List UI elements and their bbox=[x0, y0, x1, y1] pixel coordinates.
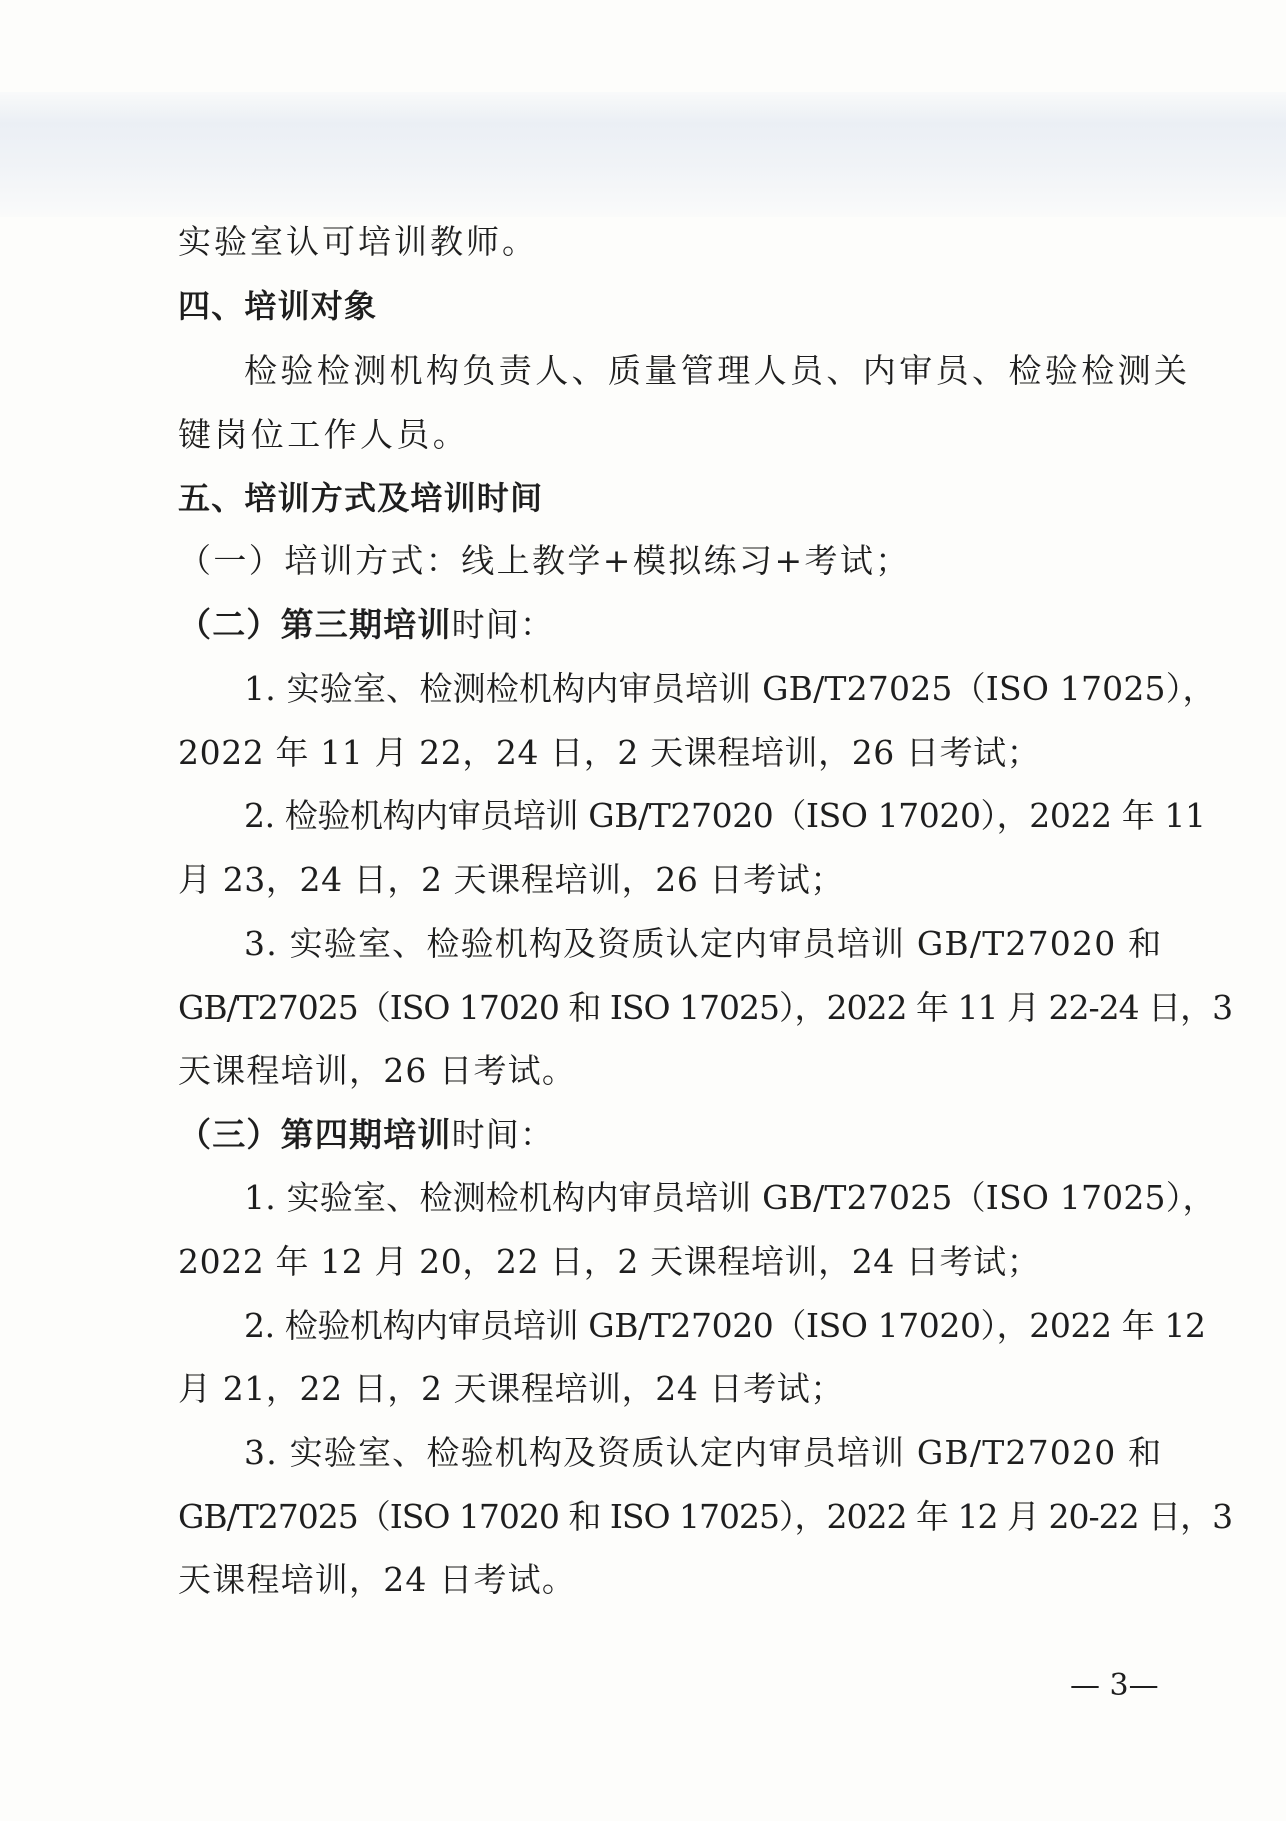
fourth-item-2-line-2: 月 21，22 日，2 天课程培训，24 日考试； bbox=[178, 1369, 844, 1408]
fourth-item-1-line-1: 1. 实验室、检测检机构内审员培训 GB/T27025（ISO 17025）， bbox=[244, 1178, 1216, 1217]
subheading-fourth-session-label: （三）第四期培训 bbox=[178, 1115, 452, 1154]
fourth-item-3-line-1: 3. 实验室、检验机构及资质认定内审员培训 GB/T27020 和 bbox=[244, 1433, 1163, 1472]
subheading-third-session bbox=[178, 605, 554, 645]
heading-training-target: 四、培训对象 bbox=[178, 287, 378, 325]
subheading-third-session-label: （二）第三期培训 bbox=[178, 605, 452, 644]
paragraph-target-line-2: 键岗位工作人员。 bbox=[178, 415, 470, 454]
line-teachers: 实验室认可培训教师。 bbox=[178, 222, 538, 261]
scan-artifact-band bbox=[0, 92, 1286, 217]
third-item-3-line-3: 天课程培训，26 日考试。 bbox=[178, 1051, 577, 1090]
page-number: — 3— bbox=[1070, 1668, 1159, 1703]
fourth-item-1-line-2: 2022 年 12 月 20，22 日，2 天课程培训，24 日考试； bbox=[178, 1242, 1041, 1281]
third-item-2-line-1: 2. 检验机构内审员培训 GB/T27020（ISO 17020），2022 年 11 bbox=[244, 796, 1206, 835]
third-item-1-line-1: 1. 实验室、检测检机构内审员培训 GB/T27025（ISO 17025）， bbox=[244, 669, 1216, 708]
heading-training-method-time: 五、培训方式及培训时间 bbox=[178, 479, 544, 517]
third-item-3-line-2: GB/T27025（ISO 17020 和 ISO 17025），2022 年 11 月 22-24 日，3 bbox=[178, 988, 1233, 1027]
third-item-1-line-2: 2022 年 11 月 22，24 日，2 天课程培训，26 日考试； bbox=[178, 733, 1041, 772]
paragraph-target-line-1: 检验检测机构负责人、质量管理人员、内审员、检验检测关 bbox=[244, 351, 1191, 390]
fourth-item-3-line-3: 天课程培训，24 日考试。 bbox=[178, 1560, 577, 1599]
third-item-3-line-1: 3. 实验室、检验机构及资质认定内审员培训 GB/T27020 和 bbox=[244, 924, 1163, 963]
subheading-fourth-session-suffix: 时间： bbox=[451, 1115, 555, 1154]
subheading-fourth-session bbox=[178, 1115, 554, 1155]
fourth-item-3-line-2: GB/T27025（ISO 17020 和 ISO 17025），2022 年 12 月 20-22 日，3 bbox=[178, 1497, 1233, 1536]
item-training-method: （一）培训方式：线上教学+模拟练习+考试； bbox=[178, 541, 911, 580]
fourth-item-2-line-1: 2. 检验机构内审员培训 GB/T27020（ISO 17020），2022 年 12 bbox=[244, 1306, 1206, 1345]
third-item-2-line-2: 月 23，24 日，2 天课程培训，26 日考试； bbox=[178, 860, 844, 899]
subheading-third-session-suffix: 时间： bbox=[451, 605, 555, 644]
